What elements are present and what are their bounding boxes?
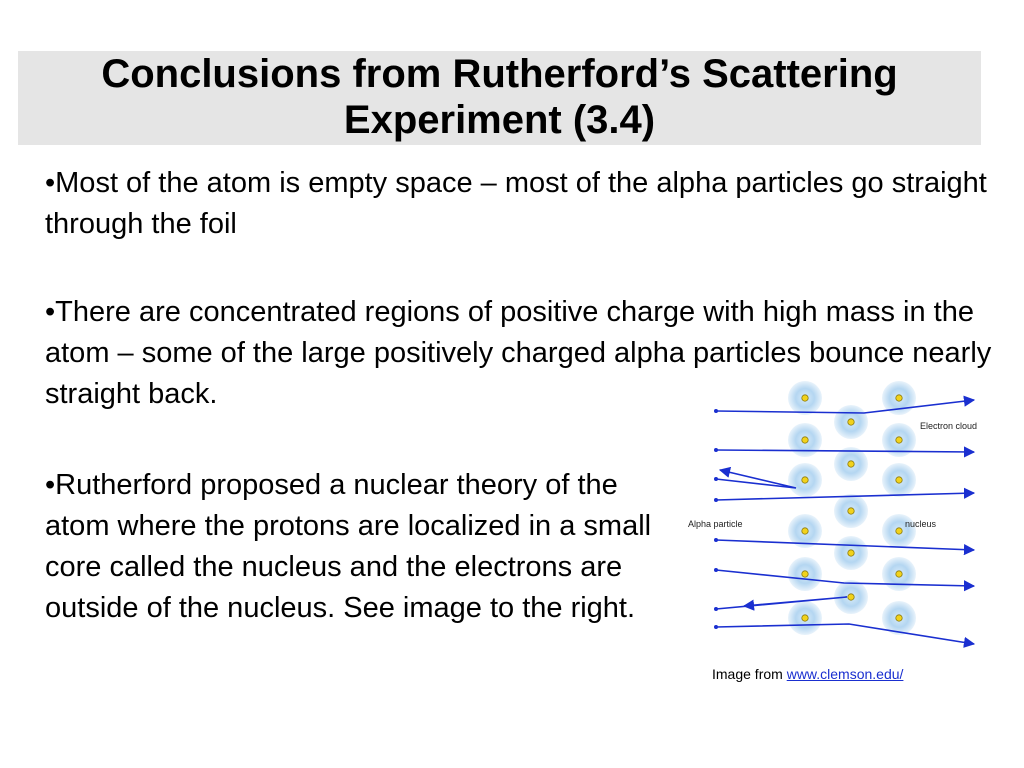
bullet-nuclear-theory: •Rutherford proposed a nuclear theory of the atom where the protons are localized in a small core called the nucleus and the electrons are outside of the nucleus. See image to the right. bbox=[45, 469, 652, 624]
title-line-2: Experiment (3.4) bbox=[343, 98, 656, 142]
scattering-diagram bbox=[684, 378, 994, 656]
atom bbox=[834, 536, 868, 570]
atom-grid bbox=[788, 381, 916, 635]
atom bbox=[788, 423, 822, 457]
atom-column-3 bbox=[882, 381, 916, 635]
image-credit bbox=[712, 665, 903, 683]
alpha-path-8 bbox=[716, 624, 974, 644]
label-nucleus: nucleus bbox=[905, 519, 937, 529]
atom bbox=[788, 463, 822, 497]
alpha-path-2 bbox=[716, 450, 974, 452]
atom bbox=[834, 494, 868, 528]
slide-title bbox=[18, 51, 981, 143]
atom bbox=[834, 447, 868, 481]
title-line-1: Conclusions from Rutherford’s Scattering bbox=[101, 52, 898, 96]
label-alpha-particle: Alpha particle bbox=[688, 519, 743, 529]
credit-prefix: Image from bbox=[712, 666, 787, 682]
atom bbox=[882, 463, 916, 497]
bullet-empty-space: •Most of the atom is empty space – most of the alpha particles go straight through the foil bbox=[45, 167, 987, 240]
credit-link[interactable]: www.clemson.edu/ bbox=[786, 666, 904, 682]
atom bbox=[788, 601, 822, 635]
atom bbox=[788, 381, 822, 415]
bullet-concentrated-charge: •There are concentrated regions of positive charge with high mass in the atom – some of the large positively charged alpha particles bounce nearly straight back. bbox=[45, 296, 992, 410]
alpha-path-6 bbox=[716, 570, 974, 586]
label-electron-cloud: Electron cloud bbox=[920, 421, 978, 431]
atom bbox=[882, 557, 916, 591]
atom bbox=[788, 557, 822, 591]
atom-column-1 bbox=[788, 381, 822, 635]
alpha-path-7-reflected bbox=[716, 597, 847, 609]
alpha-path-3-reflected bbox=[716, 470, 796, 488]
atom bbox=[834, 405, 868, 439]
